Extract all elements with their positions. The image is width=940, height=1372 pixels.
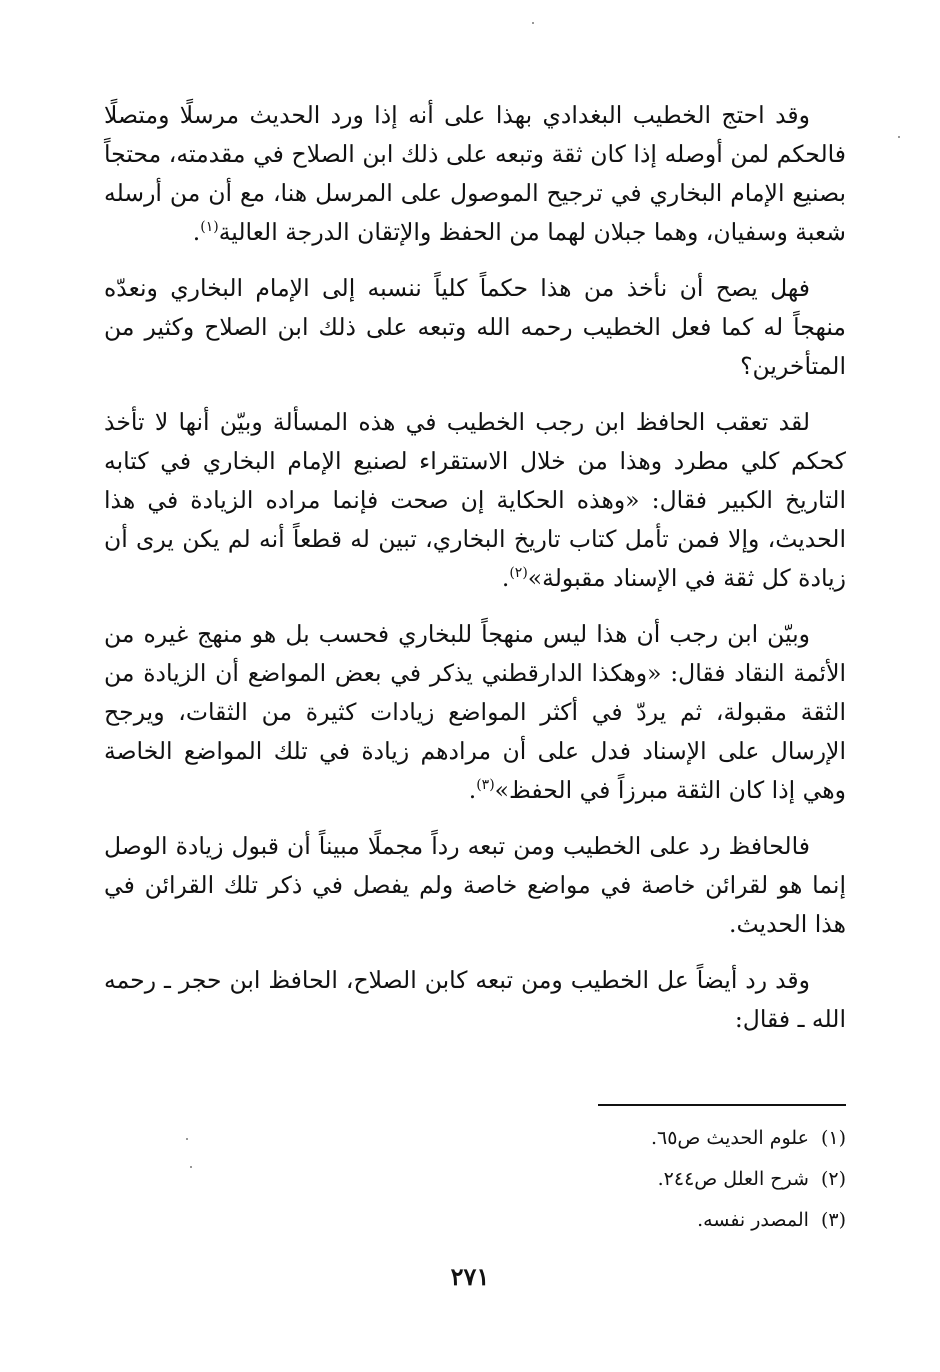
footnote-ref-3: (٣) — [476, 777, 495, 794]
footnote-2 — [560, 1159, 846, 1200]
footnote-separator — [598, 1104, 846, 1106]
paragraph-1-tail: . — [192, 218, 201, 246]
footnote-text: المصدر نفسه. — [697, 1209, 809, 1231]
paragraph-4-text: وبيّن ابن رجب أن هذا ليس منهجاً للبخاري فحسب بل هو منهج غيره من الأئمة النقاد فقال: «وهكذا الدارقطني يذكر في بعض المواضع أن الزيادة من الثقة مقبولة، ثم يردّ في أكثر المواضع زيادات كثيرة من الثقات، ويرجح الإرسال على الإسناد فدل على أن مرادهم زيادة في تلك المواضع الخاصة وهي إذا كان الثقة مبرزاً في الحفظ» — [104, 620, 846, 804]
scan-speck — [898, 136, 900, 138]
paragraph-1 — [104, 96, 846, 252]
scan-speck — [532, 22, 534, 24]
footnote-ref-2: (٢) — [509, 565, 528, 582]
paragraph-6 — [104, 961, 846, 1039]
paragraph-3 — [104, 403, 846, 598]
footnote-1 — [560, 1118, 846, 1159]
footnote-text: شرح العلل ص٢٤٤. — [657, 1168, 809, 1190]
footnote-3 — [560, 1200, 846, 1241]
page-number: ٢٧١ — [450, 1262, 490, 1291]
main-text — [104, 96, 846, 1039]
footnote-text: علوم الحديث ص٦٥. — [650, 1127, 809, 1149]
paragraph-4-tail: . — [468, 776, 477, 804]
footnote-number: (٣) — [820, 1209, 846, 1231]
scan-speck — [186, 1138, 188, 1140]
paragraph-3-text: لقد تعقب الحافظ ابن رجب الخطيب في هذه المسألة وبيّن أنها لا تأخذ كحكم كلي مطرد وهذا من خلال الاستقراء لصنيع الإمام البخاري في كتابه التاريخ الكبير فقال: «وهذه الحكاية إن صحت فإنما مراده الزيادة في هذا الحديث، وإلا فمن تأمل كتاب تاريخ البخاري، تبين له قطعاً أنه لم يكن يرى أن زيادة كل ثقة في الإسناد مقبولة» — [104, 408, 846, 592]
scan-speck — [190, 1166, 192, 1168]
paragraph-5 — [104, 827, 846, 944]
footnotes — [560, 1118, 846, 1241]
paragraph-5-text: فالحافظ رد على الخطيب ومن تبعه رداً مجملًا مبيناً أن قبول زيادة الوصل إنما هو لقرائن خاصة في مواضع خاصة ولم يفصل في ذكر تلك القرائن في هذا الحديث. — [104, 832, 846, 938]
paragraph-2-text: فهل يصح أن نأخذ من هذا حكماً كلياً ننسبه إلى الإمام البخاري ونعدّه منهجاً له كما فعل الخطيب رحمه الله وتبعه على ذلك ابن الصلاح وكثير من المتأخرين؟ — [104, 274, 846, 380]
paragraph-4 — [104, 615, 846, 810]
paragraph-3-tail: . — [501, 564, 510, 592]
footnote-ref-1: (١) — [200, 219, 219, 236]
paragraph-2 — [104, 269, 846, 386]
paragraph-1-text: وقد احتج الخطيب البغدادي بهذا على أنه إذا ورد الحديث مرسلًا ومتصلًا فالحكم لمن أوصله إذا كان ثقة وتبعه على ذلك ابن الصلاح في مقدمته، محتجاً بصنيع الإمام البخاري في ترجيح الموصول على المرسل هنا، مع أن من أرسله شعبة وسفيان، وهما جبلان لهما من الحفظ والإتقان الدرجة العالية — [104, 101, 846, 246]
paragraph-6-text: وقد رد أيضاً عل الخطيب ومن تبعه كابن الصلاح، الحافظ ابن حجر ـ رحمه الله ـ فقال: — [104, 966, 846, 1033]
footnote-number: (١) — [820, 1127, 846, 1149]
footnote-number: (٢) — [820, 1168, 846, 1190]
